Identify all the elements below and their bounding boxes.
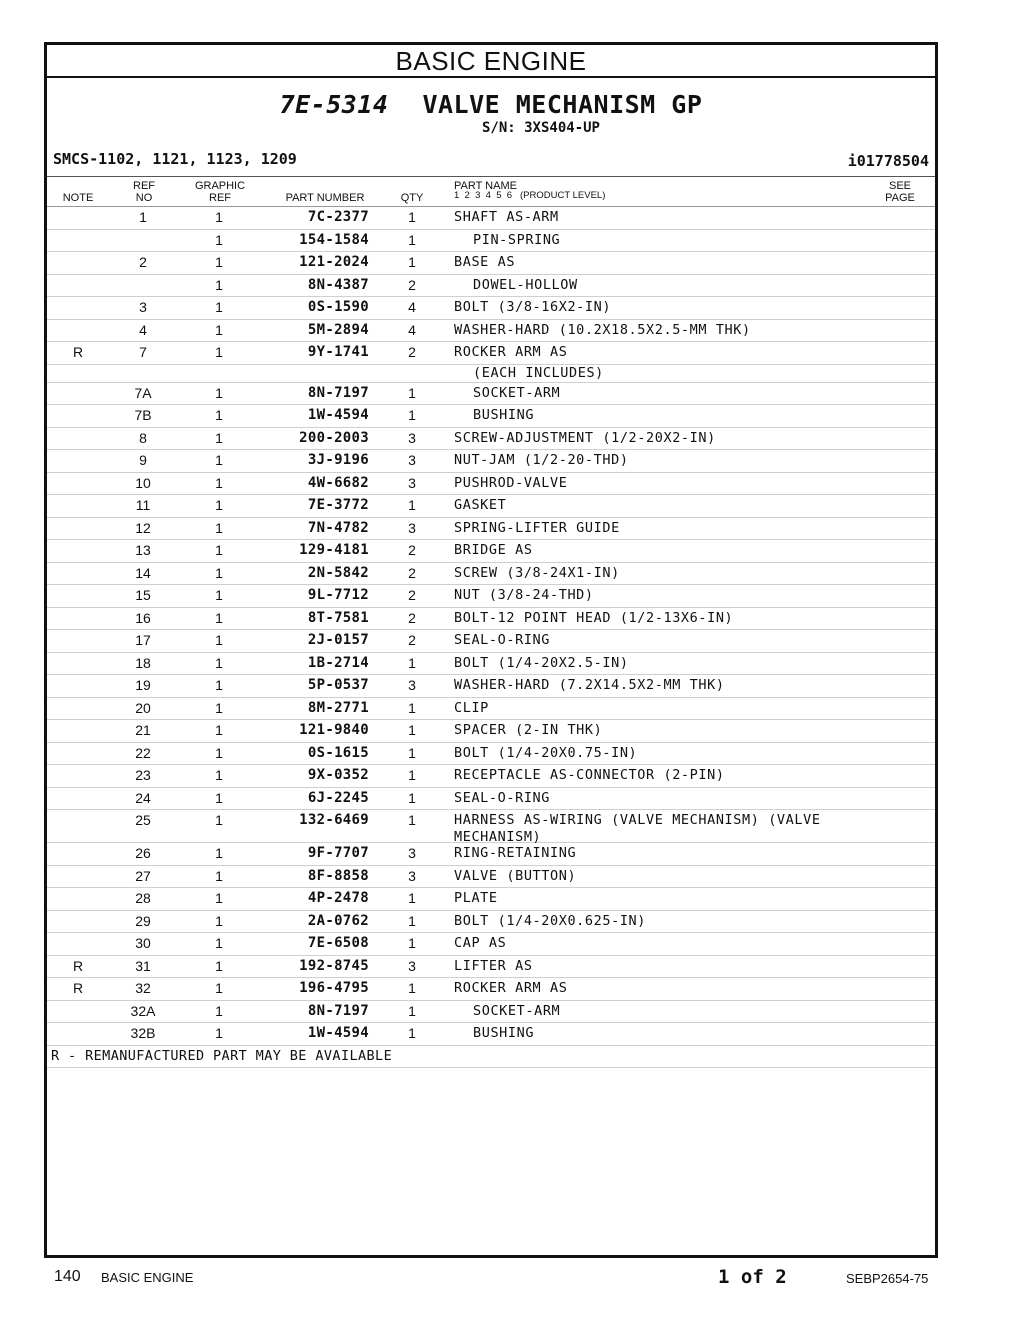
- row-part-number: 154-1584: [299, 231, 369, 248]
- row-part-number: 200-2003: [299, 429, 369, 446]
- col-product-levels: 1 2 3 4 5 6 (PRODUCT LEVEL): [454, 190, 606, 201]
- row-part-name: BOLT (1/4-20X0.75-IN): [454, 744, 638, 761]
- row-qty: 1: [408, 767, 416, 783]
- row-part-number: 9X-0352: [307, 767, 369, 783]
- table-row: [47, 866, 935, 889]
- table-row: [47, 428, 935, 451]
- row-part-name: RING-RETAINING: [454, 845, 577, 861]
- row-qty: 2: [408, 609, 416, 626]
- row-part-name: BOLT-12 POINT HEAD (1/2-13X6-IN): [454, 609, 734, 626]
- row-ref-no: 31: [135, 957, 151, 974]
- row-part-number: 4P-2478: [307, 890, 369, 906]
- table-row: [47, 230, 935, 253]
- row-ref-no: 10: [135, 474, 151, 491]
- row-graphic-ref: 1: [215, 789, 223, 806]
- row-part-number: 7E-6508: [307, 935, 369, 951]
- row-part-number: 7E-3772: [307, 497, 369, 513]
- row-graphic-ref: 1: [215, 767, 223, 783]
- row-part-name: BASE AS: [454, 254, 516, 270]
- page-footer: [0, 1264, 1020, 1294]
- row-qty: 4: [408, 321, 416, 338]
- row-ref-no: 1: [139, 209, 147, 225]
- row-part-name: PUSHROD-VALVE: [454, 474, 568, 491]
- footer-section: BASIC ENGINE: [101, 1270, 194, 1285]
- column-headers: [47, 177, 935, 207]
- row-qty: 1: [408, 254, 416, 270]
- table-row: [47, 405, 935, 428]
- document-number: SEBP2654-75: [846, 1271, 929, 1286]
- row-part-number: 0S-1615: [307, 744, 369, 761]
- row-ref-no: 13: [135, 542, 151, 558]
- col-see-line1: SEE: [888, 180, 911, 192]
- row-part-number: 1W-4594: [307, 407, 369, 423]
- table-row: [47, 207, 935, 230]
- row-ref-no: 27: [135, 867, 151, 884]
- table-row: [47, 653, 935, 676]
- table-row: [47, 888, 935, 911]
- row-part-name: BOLT (3/8-16X2-IN): [454, 299, 612, 315]
- table-row: [47, 450, 935, 473]
- row-graphic-ref: 1: [215, 609, 223, 626]
- row-qty: 1: [408, 1025, 416, 1041]
- row-part-name: BUSHING: [473, 407, 535, 423]
- row-graphic-ref: 1: [215, 912, 223, 929]
- row-part-name: CLIP: [454, 699, 489, 716]
- row-part-name: RECEPTACLE AS-CONNECTOR (2-PIN): [454, 767, 725, 783]
- row-part-number: 5M-2894: [307, 321, 369, 338]
- group-name: VALVE MECHANISM GP: [422, 90, 703, 119]
- table-row: [47, 788, 935, 811]
- table-row: [47, 720, 935, 743]
- row-ref-no: 29: [135, 912, 151, 929]
- row-ref-no: 3: [139, 299, 147, 315]
- row-graphic-ref: 1: [215, 890, 223, 906]
- row-ref-no: 8: [139, 429, 147, 446]
- row-qty: 1: [408, 1002, 416, 1019]
- row-graphic-ref: 1: [215, 845, 223, 861]
- row-note: R: [72, 344, 84, 360]
- row-part-name: SCREW-ADJUSTMENT (1/2-20X2-IN): [454, 429, 716, 446]
- group-number: 7E-5314: [279, 90, 389, 119]
- row-part-number: 129-4181: [299, 542, 369, 558]
- table-row: [47, 608, 935, 631]
- table-row: [47, 473, 935, 496]
- row-note: R: [72, 957, 84, 974]
- row-part-number: 0S-1590: [307, 299, 369, 315]
- row-graphic-ref: 1: [215, 677, 223, 693]
- table-row: [47, 810, 935, 843]
- row-qty: 3: [408, 957, 416, 974]
- parts-list: [47, 207, 935, 1046]
- row-part-name: BOLT (1/4-20X0.625-IN): [454, 912, 647, 929]
- row-qty: 2: [408, 564, 416, 581]
- row-ref-no: 14: [135, 564, 151, 581]
- row-ref-no: 20: [135, 699, 151, 716]
- row-graphic-ref: 1: [215, 344, 223, 360]
- table-row: [47, 297, 935, 320]
- table-row: [47, 956, 935, 979]
- row-qty: 3: [408, 867, 416, 884]
- row-qty: 4: [408, 299, 416, 315]
- row-qty: 1: [408, 231, 416, 248]
- row-graphic-ref: 1: [215, 384, 223, 401]
- table-row: [47, 320, 935, 343]
- row-part-name: SEAL-O-RING: [454, 632, 551, 648]
- col-part-name: PART NAME: [454, 180, 517, 192]
- row-part-number: 7N-4782: [307, 519, 369, 536]
- row-qty: 1: [408, 980, 416, 996]
- row-graphic-ref: 1: [215, 276, 223, 293]
- row-part-number: 2J-0157: [307, 632, 369, 648]
- row-graphic-ref: 1: [215, 867, 223, 884]
- row-part-name: SOCKET-ARM: [473, 384, 561, 401]
- row-ref-no: 24: [135, 789, 151, 806]
- table-row: [47, 1001, 935, 1024]
- row-ref-no: 19: [135, 677, 151, 693]
- row-part-name: BOLT (1/4-20X2.5-IN): [454, 654, 629, 671]
- footnote-row: [47, 1046, 935, 1069]
- row-graphic-ref: 1: [215, 587, 223, 603]
- row-part-name: BUSHING: [473, 1025, 535, 1041]
- row-qty: 2: [408, 344, 416, 360]
- section-title: BASIC ENGINE: [47, 45, 935, 78]
- row-ref-no: 32A: [130, 1002, 156, 1019]
- row-qty: 1: [408, 497, 416, 513]
- row-ref-no: 11: [135, 497, 151, 513]
- row-part-name: SHAFT AS-ARM: [454, 209, 559, 225]
- row-qty: 2: [408, 632, 416, 648]
- row-ref-no: 25: [135, 812, 151, 828]
- table-row: [47, 540, 935, 563]
- table-row: [47, 252, 935, 275]
- row-part-name: WASHER-HARD (7.2X14.5X2-MM THK): [454, 677, 725, 693]
- table-row: [47, 365, 935, 383]
- row-qty: 3: [408, 429, 416, 446]
- row-part-number: 3J-9196: [307, 452, 369, 468]
- row-graphic-ref: 1: [215, 209, 223, 225]
- row-part-number: 1B-2714: [307, 654, 369, 671]
- col-qty: QTY: [400, 192, 424, 204]
- row-part-name: (EACH INCLUDES): [473, 364, 604, 381]
- row-qty: 1: [408, 890, 416, 906]
- row-qty: 1: [408, 744, 416, 761]
- table-row: [47, 675, 935, 698]
- sheet-indicator: 1 of 2: [718, 1266, 787, 1288]
- row-part-name: DOWEL-HOLLOW: [473, 276, 578, 293]
- row-qty: 3: [408, 519, 416, 536]
- row-graphic-ref: 1: [215, 407, 223, 423]
- row-graphic-ref: 1: [215, 654, 223, 671]
- row-part-number: 8F-8858: [307, 867, 369, 884]
- illustration-id: i01778504: [847, 152, 929, 170]
- row-qty: 3: [408, 677, 416, 693]
- row-note: R: [72, 980, 84, 996]
- table-row: [47, 630, 935, 653]
- table-row: [47, 933, 935, 956]
- row-ref-no: 21: [135, 722, 151, 738]
- table-row: [47, 495, 935, 518]
- row-part-name: CAP AS: [454, 935, 507, 951]
- table-row: [47, 743, 935, 766]
- row-ref-no: 32B: [130, 1025, 156, 1041]
- row-part-number: 2N-5842: [307, 564, 369, 581]
- row-part-number: 9F-7707: [307, 845, 369, 861]
- table-row: [47, 765, 935, 788]
- table-row: [47, 275, 935, 298]
- serial-range: S/N: 3XS404-UP: [481, 120, 600, 136]
- row-part-name: BRIDGE AS: [454, 542, 533, 558]
- row-graphic-ref: 1: [215, 452, 223, 468]
- row-ref-no: 28: [135, 890, 151, 906]
- row-part-name: SPACER (2-IN THK): [454, 722, 603, 738]
- row-part-number: 8N-7197: [307, 1002, 369, 1019]
- row-qty: 2: [408, 542, 416, 558]
- row-graphic-ref: 1: [215, 812, 223, 828]
- row-qty: 1: [408, 654, 416, 671]
- row-part-name: ROCKER ARM AS: [454, 980, 568, 996]
- row-ref-no: 26: [135, 845, 151, 861]
- row-ref-no: 7A: [134, 384, 152, 401]
- group-header: [47, 78, 935, 177]
- table-row: [47, 518, 935, 541]
- footnote-text: R - REMANUFACTURED PART MAY BE AVAILABLE: [51, 1047, 393, 1064]
- row-graphic-ref: 1: [215, 632, 223, 648]
- col-graphic-line1: GRAPHIC: [194, 180, 246, 192]
- table-row: [47, 563, 935, 586]
- row-part-name: NUT-JAM (1/2-20-THD): [454, 452, 629, 468]
- row-graphic-ref: 1: [215, 474, 223, 491]
- row-graphic-ref: 1: [215, 722, 223, 738]
- row-graphic-ref: 1: [215, 429, 223, 446]
- row-qty: 1: [408, 912, 416, 929]
- row-part-number: 6J-2245: [307, 789, 369, 806]
- row-ref-no: 23: [135, 767, 151, 783]
- table-row: [47, 585, 935, 608]
- row-graphic-ref: 1: [215, 321, 223, 338]
- row-part-name: VALVE (BUTTON): [454, 867, 577, 884]
- row-part-name: HARNESS AS-WIRING (VALVE MECHANISM) (VALVE MECHANISM): [454, 812, 830, 845]
- col-part-number: PART NUMBER: [285, 192, 365, 204]
- row-qty: 2: [408, 276, 416, 293]
- row-qty: 1: [408, 209, 416, 225]
- page-number: 140: [54, 1268, 81, 1285]
- row-ref-no: 9: [139, 452, 147, 468]
- row-ref-no: 12: [135, 519, 151, 536]
- row-graphic-ref: 1: [215, 957, 223, 974]
- row-ref-no: 30: [135, 935, 151, 951]
- row-qty: 2: [408, 587, 416, 603]
- row-ref-no: 16: [135, 609, 151, 626]
- row-part-name: SEAL-O-RING: [454, 789, 551, 806]
- row-ref-no: 15: [135, 587, 151, 603]
- table-row: [47, 383, 935, 406]
- row-part-number: 8T-7581: [307, 609, 369, 626]
- row-ref-no: 17: [135, 632, 151, 648]
- row-graphic-ref: 1: [215, 519, 223, 536]
- col-ref-line2: NO: [135, 192, 153, 204]
- row-part-number: 7C-2377: [307, 209, 369, 225]
- parts-page-frame: [44, 42, 938, 1258]
- row-ref-no: 2: [139, 254, 147, 270]
- row-part-number: 1W-4594: [307, 1025, 369, 1041]
- row-part-name: PLATE: [454, 890, 498, 906]
- row-graphic-ref: 1: [215, 1002, 223, 1019]
- row-qty: 3: [408, 474, 416, 491]
- row-qty: 1: [408, 789, 416, 806]
- row-graphic-ref: 1: [215, 980, 223, 996]
- row-part-number: 8N-7197: [307, 384, 369, 401]
- row-qty: 1: [408, 722, 416, 738]
- row-part-number: 196-4795: [299, 980, 369, 996]
- row-ref-no: 7B: [134, 407, 152, 423]
- row-part-name: SPRING-LIFTER GUIDE: [454, 519, 620, 536]
- row-part-number: 9Y-1741: [307, 344, 369, 360]
- table-row: [47, 342, 935, 365]
- row-graphic-ref: 1: [215, 564, 223, 581]
- row-graphic-ref: 1: [215, 231, 223, 248]
- row-graphic-ref: 1: [215, 935, 223, 951]
- row-qty: 1: [408, 407, 416, 423]
- col-ref-line1: REF: [133, 180, 155, 192]
- row-graphic-ref: 1: [215, 299, 223, 315]
- row-qty: 1: [408, 812, 416, 828]
- row-part-number: 8M-2771: [307, 699, 369, 716]
- row-graphic-ref: 1: [215, 254, 223, 270]
- row-graphic-ref: 1: [215, 1025, 223, 1041]
- table-row: [47, 1023, 935, 1046]
- row-ref-no: 7: [139, 344, 147, 360]
- col-note: NOTE: [62, 192, 94, 204]
- row-part-name: SCREW (3/8-24X1-IN): [454, 564, 620, 581]
- row-part-number: 121-9840: [299, 722, 369, 738]
- table-row: [47, 698, 935, 721]
- row-part-number: 4W-6682: [307, 474, 369, 491]
- row-part-name: NUT (3/8-24-THD): [454, 587, 594, 603]
- row-qty: 1: [408, 699, 416, 716]
- row-graphic-ref: 1: [215, 497, 223, 513]
- row-qty: 1: [408, 384, 416, 401]
- row-graphic-ref: 1: [215, 542, 223, 558]
- smcs-codes: SMCS-1102, 1121, 1123, 1209: [53, 150, 297, 168]
- table-row: [47, 843, 935, 866]
- row-part-number: 5P-0537: [307, 677, 369, 693]
- group-title: [47, 90, 935, 119]
- col-see-line2: PAGE: [885, 192, 915, 204]
- row-part-name: LIFTER AS: [454, 957, 533, 974]
- row-qty: 3: [408, 845, 416, 861]
- row-part-number: 192-8745: [299, 957, 369, 974]
- row-graphic-ref: 1: [215, 699, 223, 716]
- row-part-number: 9L-7712: [307, 587, 369, 603]
- row-ref-no: 18: [135, 654, 151, 671]
- row-graphic-ref: 1: [215, 744, 223, 761]
- row-ref-no: 4: [139, 321, 147, 338]
- row-part-name: ROCKER ARM AS: [454, 344, 568, 360]
- row-part-number: 2A-0762: [307, 912, 369, 929]
- table-row: [47, 911, 935, 934]
- row-qty: 1: [408, 935, 416, 951]
- table-row: [47, 978, 935, 1001]
- row-qty: 3: [408, 452, 416, 468]
- row-part-name: WASHER-HARD (10.2X18.5X2.5-MM THK): [454, 321, 751, 338]
- row-part-name: PIN-SPRING: [473, 231, 561, 248]
- row-part-name: SOCKET-ARM: [473, 1002, 561, 1019]
- row-part-number: 121-2024: [299, 254, 369, 270]
- row-part-name: GASKET: [454, 497, 507, 513]
- col-graphic-line2: REF: [209, 192, 231, 204]
- row-part-number: 8N-4387: [307, 276, 369, 293]
- row-part-number: 132-6469: [299, 812, 369, 828]
- row-ref-no: 22: [135, 744, 151, 761]
- row-ref-no: 32: [135, 980, 151, 996]
